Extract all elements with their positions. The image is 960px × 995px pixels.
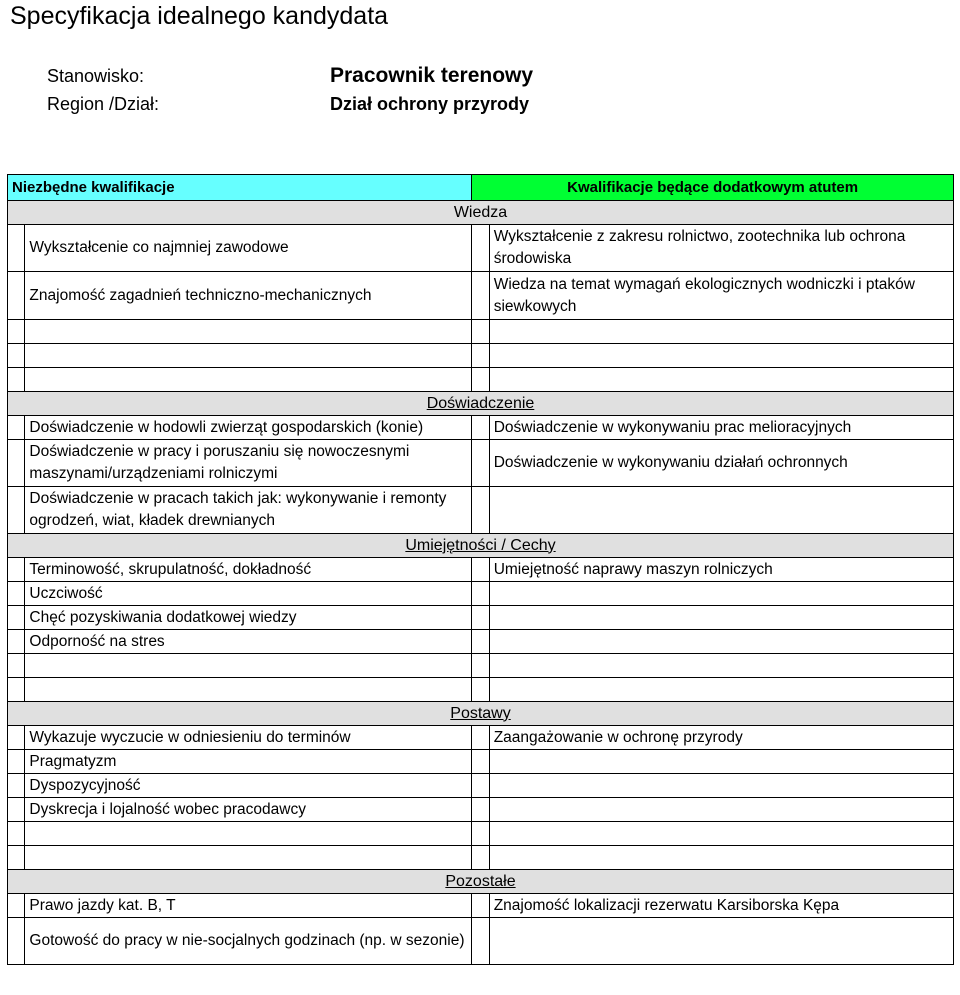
additional-cell: Wiedza na temat wymagań ekologicznych wodniczki i ptaków siewkowych [489,272,953,320]
additional-cell: Wykształcenie z zakresu rolnictwo, zootechnika lub ochrona środowiska [489,225,953,272]
table-row [8,774,954,798]
additional-cell [489,582,953,606]
additional-cell [489,750,953,774]
section-header-umiejetnosci: Umiejętności / Cechy [8,534,954,558]
required-cell: Wykazuje wyczucie w odniesieniu do terminów [25,726,472,750]
table-header-row [8,175,954,201]
table-row [8,225,954,272]
required-cell: Uczciwość [25,582,472,606]
table-row [8,606,954,630]
additional-cell: Doświadczenie w wykonywaniu działań ochronnych [489,440,953,487]
additional-cell: Doświadczenie w wykonywaniu prac melioracyjnych [489,416,953,440]
required-cell: Wykształcenie co najmniej zawodowe [25,225,472,272]
required-cell: Doświadczenie w pracy i poruszaniu się nowoczesnymi maszynami/urządzeniami rolniczymi [25,440,472,487]
required-cell: Dyspozycyjność [25,774,472,798]
additional-cell [489,918,953,965]
additional-cell [489,774,953,798]
table-row [8,798,954,822]
section-header-wiedza: Wiedza [8,201,954,225]
table-row [8,750,954,774]
required-cell: Doświadczenie w pracach takich jak: wykonywanie i remonty ogrodzeń, wiat, kładek drewnianych [25,487,472,534]
section-header-doswiadczenie: Doświadczenie [8,392,954,416]
empty-row [8,654,954,678]
table-row [8,487,954,534]
empty-row [8,822,954,846]
required-cell: Gotowość do pracy w nie-socjalnych godzinach (np. w sezonie) [25,918,472,965]
table-row [8,630,954,654]
table-row [8,726,954,750]
region-value: Dział ochrony przyrody [330,94,530,114]
additional-cell [489,606,953,630]
page-title: Specyfikacja idealnego kandydata [10,2,389,30]
qualifications-table [7,174,954,965]
table-row [8,582,954,606]
required-qualifications-header: Niezbędne kwalifikacje [8,175,472,201]
position-value: Pracownik terenowy [330,64,534,87]
empty-row [8,320,954,344]
additional-cell [489,487,953,534]
section-header-pozostale: Pozostałe [8,870,954,894]
additional-qualifications-header: Kwalifikacje będące dodatkowym atutem [472,175,954,201]
additional-cell: Znajomość lokalizacji rezerwatu Karsiborska Kępa [489,894,953,918]
required-cell: Terminowość, skrupulatność, dokładność [25,558,472,582]
position-label: Stanowisko: [47,66,145,86]
row-marker [472,225,489,272]
additional-cell [489,630,953,654]
table-row [8,416,954,440]
empty-row [8,344,954,368]
table-row [8,558,954,582]
required-cell: Doświadczenie w hodowli zwierząt gospodarskich (konie) [25,416,472,440]
required-cell: Pragmatyzm [25,750,472,774]
section-header-postawy: Postawy [8,702,954,726]
additional-cell: Umiejętność naprawy maszyn rolniczych [489,558,953,582]
required-cell: Odporność na stres [25,630,472,654]
table-row [8,440,954,487]
required-cell: Znajomość zagadnień techniczno-mechanicznych [25,272,472,320]
table-row [8,918,954,965]
additional-cell [489,798,953,822]
empty-row [8,368,954,392]
required-cell: Prawo jazdy kat. B, T [25,894,472,918]
empty-row [8,846,954,870]
row-marker [8,225,25,272]
table-row [8,272,954,320]
region-label: Region /Dział: [47,94,160,114]
empty-row [8,678,954,702]
table-row [8,894,954,918]
required-cell: Dyskrecja i lojalność wobec pracodawcy [25,798,472,822]
additional-cell: Zaangażowanie w ochronę przyrody [489,726,953,750]
required-cell: Chęć pozyskiwania dodatkowej wiedzy [25,606,472,630]
